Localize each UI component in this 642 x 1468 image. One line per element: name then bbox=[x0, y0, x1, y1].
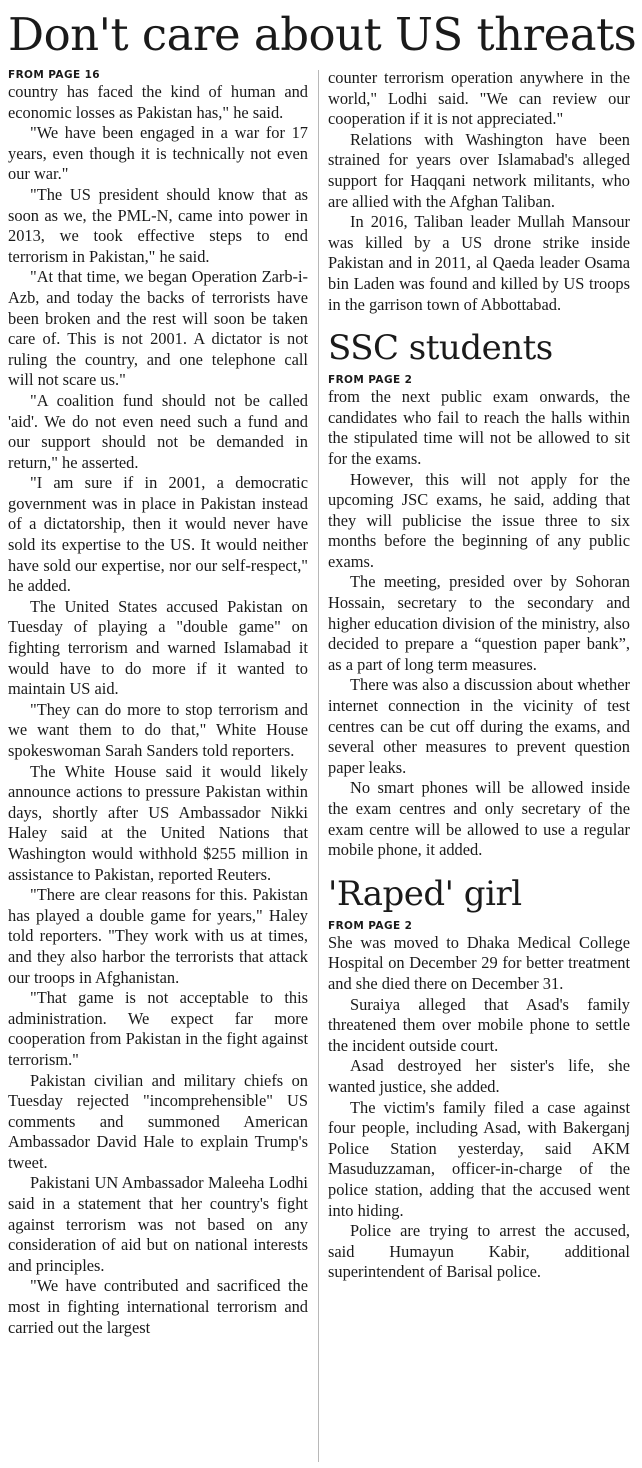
column-divider bbox=[318, 70, 319, 1462]
paragraph: The meeting, presided over by Sohoran Hossain, secretary to the secondary and higher education division of the ministry, also decided to prepare a “question paper bank”, as a part of long term measures. bbox=[328, 572, 630, 674]
paragraph: The White House said it would likely announce actions to pressure Pakistan within days, shortly after US Ambassador Nikki Haley said at the United Nations that Washington would withhold $255 million in assistance to Pakistan, reported Reuters. bbox=[8, 761, 308, 884]
paragraph: "There are clear reasons for this. Pakistan has played a double game for years," Haley told reporters. "They work with us at times, and they also harbor the terrorists that attack our troops in Afghanistan. bbox=[8, 885, 308, 987]
paragraph: counter terrorism operation anywhere in the world," Lodhi said. "We can review our cooperation if it is not appreciated." bbox=[328, 68, 630, 129]
paragraph: "At that time, we began Operation Zarb-i-Azb, and today the backs of terrorists have been broken and the rest will soon be taken care of. This is not 2001. A dictator is not ruling the country, and one telephone call will not scare us." bbox=[8, 267, 308, 390]
ssc-story bbox=[328, 325, 630, 861]
paragraph: "That game is not acceptable to this administration. We expect far more cooperation from Pakistan in the fight against terrorism." bbox=[8, 988, 308, 1069]
paragraph: country has faced the kind of human and economic losses as Pakistan has," he said. bbox=[8, 82, 308, 122]
paragraph: "The US president should know that as soon as we, the PML-N, came into power in 2013, we took effective steps to end terrorism in Pakistan," he said. bbox=[8, 184, 308, 266]
paragraph: No smart phones will be allowed inside the exam centres and only secretary of the exam centre will be allowed to use a regular mobile phone, it added. bbox=[328, 778, 630, 860]
raped-girl-headline: 'Raped' girl bbox=[328, 873, 522, 914]
paragraph: Relations with Washington have been strained for years over Islamabad's alleged support for Haqqani network militants, who are allied with the Afghan Taliban. bbox=[328, 129, 630, 211]
raped-girl-jump-label: FROM PAGE 2 bbox=[328, 919, 413, 932]
paragraph: "They can do more to stop terrorism and we want them to do that," White House spokeswoman Sarah Sanders told reporters. bbox=[8, 699, 308, 760]
paragraph: She was moved to Dhaka Medical College Hospital on December 29 for better treatment and she died there on December 31. bbox=[328, 932, 630, 993]
paragraph: "We have been engaged in a war for 17 years, even though it is technically not even our war." bbox=[8, 123, 308, 184]
main-story-left-column bbox=[8, 68, 308, 1338]
paragraph: There was also a discussion about whether internet connection in the vicinity of test centres can be cut off during the exams, and several other measures to prevent question paper leaks. bbox=[328, 675, 630, 777]
paragraph: However, this will not apply for the upcoming JSC exams, he said, adding that they will publicise the issue three to six months before the beginning of any public exams. bbox=[328, 469, 630, 571]
paragraph: In 2016, Taliban leader Mullah Mansour was killed by a US drone strike inside Pakistan and in 2011, al Qaeda leader Osama bin Laden was found and killed by US troops in the garrison town of Abbottabad. bbox=[328, 212, 630, 314]
ssc-headline: SSC students bbox=[328, 328, 553, 369]
main-story-continuation bbox=[328, 68, 630, 315]
paragraph: "A coalition fund should not be called 'aid'. We do not even need such a fund and our support should not be demanded in return," he asserted. bbox=[8, 390, 308, 472]
paragraph: The victim's family filed a case against four people, including Asad, with Bakerganj Police Station yesterday, said AKM Masuduzzaman, officer-in-charge of the police station, adding that the accused went into hiding. bbox=[328, 1097, 630, 1220]
ssc-jump-label: FROM PAGE 2 bbox=[328, 374, 413, 387]
paragraph: Pakistan civilian and military chiefs on Tuesday rejected "incomprehensible" US comments and summoned American Ambassador David Hale to explain Trump's tweet. bbox=[8, 1070, 308, 1172]
paragraph: "We have contributed and sacrificed the most in fighting international terrorism and carried out the largest bbox=[8, 1276, 308, 1337]
main-story-jump-label: FROM PAGE 16 bbox=[8, 69, 101, 81]
main-headline: Don't care about US threats bbox=[8, 8, 637, 61]
paragraph: "I am sure if in 2001, a democratic government was in place in Pakistan instead of a dictatorship, then it would never have sold its expertise to the US. It would neither have sold our expertise, nor our self-respect," he added. bbox=[8, 473, 308, 596]
raped-girl-story bbox=[328, 871, 630, 1283]
paragraph: from the next public exam onwards, the candidates who fail to reach the halls within the stipulated time will not be allowed to sit for the exams. bbox=[328, 387, 630, 468]
paragraph: Suraiya alleged that Asad's family threatened them over mobile phone to settle the incident outside court. bbox=[328, 994, 630, 1055]
paragraph: Pakistani UN Ambassador Maleeha Lodhi said in a statement that her country's fight against terrorism was not based on any consideration of aid but on national interests and principles. bbox=[8, 1173, 308, 1275]
paragraph: Police are trying to arrest the accused, said Humayun Kabir, additional superintendent of Barisal police. bbox=[328, 1221, 630, 1282]
right-column bbox=[328, 68, 630, 1283]
paragraph: The United States accused Pakistan on Tuesday of playing a "double game" on fighting terrorism and warned Islamabad it would have to do more if it wanted to maintain US aid. bbox=[8, 596, 308, 699]
paragraph: Asad destroyed her sister's life, she wanted justice, she added. bbox=[328, 1056, 630, 1096]
